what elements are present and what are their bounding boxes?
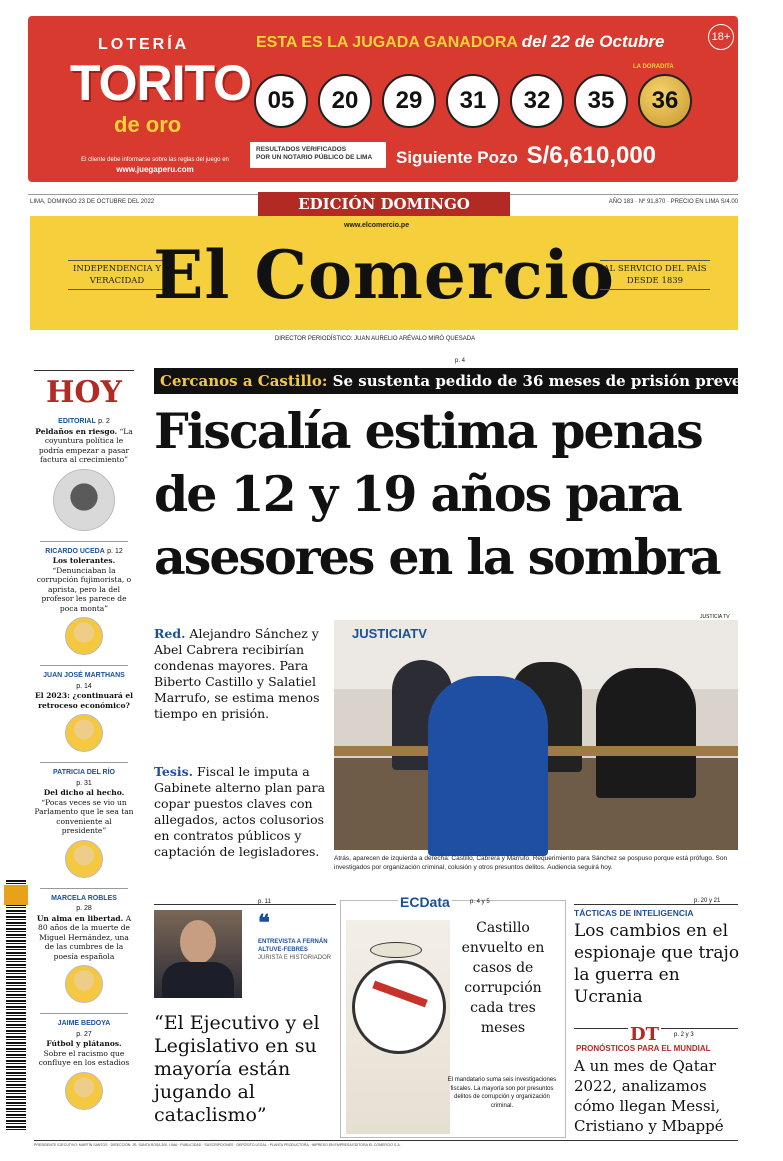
red-label: Red. [154, 626, 186, 641]
r1-kicker: TÁCTICAS DE INTELIGENCIA [574, 908, 694, 918]
hoy-author: EDITORIAL [58, 418, 96, 425]
hoy-text: “Denunciaban la corrupción fujimorista, o aprista, pero la del profesor les parece de poca monta” [36, 565, 132, 613]
barcode [6, 880, 26, 1130]
lottery-ball: 31 [446, 74, 500, 128]
kicker-label: Cercanos a Castillo: [160, 372, 328, 390]
divider [40, 1013, 128, 1014]
lottery-ad[interactable] [28, 16, 738, 182]
interview-quote[interactable]: “El Ejecutivo y el Legislativo en su mayoría están jugando al cataclismo” [154, 1012, 320, 1126]
photo-credit: JUSTICIA TV [700, 614, 730, 620]
hoy-author: MARCELA ROBLES [51, 894, 117, 902]
hoy-item[interactable] [34, 416, 134, 465]
congress-photo [53, 469, 115, 531]
hoy-item[interactable] [34, 670, 134, 710]
kicker-text: Se sustenta pedido de 36 meses de prisión preventiva [332, 372, 783, 390]
hoy-page: p. 31 [76, 779, 92, 787]
lottery-ball: 29 [382, 74, 436, 128]
footer-credits: PRESIDENTE EJECUTIVO: MARTÍN SANTOS · DIRECCIÓN: JR. SANTA ROSA 300, LIMA · PUBLICIDAD · SUSCRIPCIONES · DEPÓSITO LEGAL · PLANTA PRODUCTORA · IMPRESO EN EMPRESA EDITORA EL COMERCIO S.A. [34, 1140, 738, 1148]
columnist-avatar [65, 965, 103, 1003]
director-line: DIRECTOR PERIODÍSTICO: JUAN AURELIO ARÉVALO MIRÓ QUESADA [274, 336, 476, 342]
hoy-title: HOY [46, 375, 122, 410]
lottery-brand-sub: de oro [114, 112, 182, 137]
edition-banner [258, 192, 510, 216]
lottery-ball: 35 [574, 74, 628, 128]
lottery-brand-top: LOTERÍA [98, 36, 190, 53]
hoy-page: p. 27 [76, 1030, 92, 1038]
divider [40, 541, 128, 542]
ecdata-page: p. 4 y 5 [470, 899, 490, 905]
newspaper-title: El Comercio [153, 236, 615, 314]
gold-ball-label: LA DORADITA [633, 64, 674, 70]
hoy-page: p. 2 [98, 418, 110, 425]
r2-headline[interactable]: A un mes de Qatar 2022, analizamos cómo llegan Messi, Cristiano y Mbappé [574, 1057, 724, 1135]
ecdata-note: El mandatario suma seis investigaciones fiscales. La mayoría son por presuntos delitos de corrupción y organización criminal. [447, 1077, 557, 1109]
divider [574, 904, 738, 905]
hoy-item[interactable] [34, 546, 134, 614]
divider [154, 904, 336, 905]
lottery-ball: 20 [318, 74, 372, 128]
hoy-page: p. 28 [76, 905, 92, 912]
motto-right: AL SERVICIO DEL PAÍS DESDE 1839 [600, 260, 710, 290]
r2-kicker: PRONÓSTICOS PARA EL MUNDIAL [576, 1044, 711, 1053]
red-paragraph [154, 626, 324, 722]
lottery-headline-date: del 22 de Octubre [521, 32, 665, 51]
quote-icon: ❝ [258, 910, 270, 936]
hoy-head: Peldaños en riesgo. [35, 426, 118, 436]
r1-headline[interactable]: Los cambios en el espionaje que trajo la guerra en Ucrania [574, 921, 740, 1007]
lottery-ball: 05 [254, 74, 308, 128]
r1-page: p. 20 y 21 [694, 898, 721, 904]
hearing-photo[interactable] [334, 620, 738, 850]
hoy-head: Del dicho al hecho. [43, 788, 125, 797]
lottery-url[interactable]: www.juegaperu.com [116, 165, 194, 174]
magnifier-icon [352, 960, 446, 1054]
hoy-item[interactable] [34, 893, 134, 962]
hoy-item[interactable] [34, 767, 134, 836]
age-badge: 18+ [708, 24, 734, 50]
barcode-tag [4, 885, 28, 905]
ecdata-title: ECData [400, 894, 450, 910]
hoy-head: El 2023: ¿continuará el retroceso económico? [35, 691, 133, 710]
dt-logo: DT [630, 1024, 660, 1045]
tesis-label: Tesis. [154, 764, 193, 779]
interview-sub: JURISTA E HISTORIADOR [258, 955, 332, 961]
hat-icon [370, 942, 422, 958]
photo-tag: JUSTICIATV [352, 626, 427, 641]
lottery-headline [256, 32, 664, 52]
face [180, 920, 216, 964]
red-text: Alejandro Sánchez y Abel Cabrera recibirían condenas mayores. Para Biberto Castillo y Salatiel Marrufo, se estima menos tiempo en prisión. [154, 626, 320, 721]
hoy-text: “Pocas veces se vio un Parlamento que le sea tan conveniente al presidente” [34, 797, 134, 835]
lottery-headline-prefix: ESTA ES LA JUGADA GANADORA [256, 34, 518, 51]
hoy-head: Fútbol y plátanos. [46, 1039, 122, 1048]
columnist-avatar [65, 714, 103, 752]
hoy-author: JAIME BEDOYA [57, 1020, 111, 1027]
hoy-author: PATRICIA DEL RÍO [53, 769, 115, 776]
person-figure [596, 668, 696, 798]
masthead[interactable] [30, 216, 738, 330]
kicker-page: p. 4 [455, 358, 466, 364]
person-figure [428, 676, 548, 856]
columnist-avatar [65, 1072, 103, 1110]
jackpot-label: Siguiente Pozo [396, 148, 518, 167]
issue-date: LIMA, DOMINGO 23 DE OCTUBRE DEL 2022 [30, 199, 155, 205]
verified-line1: RESULTADOS VERIFICADOS [256, 146, 347, 153]
lottery-brand-name: TORITO [70, 55, 252, 111]
next-jackpot [396, 142, 656, 170]
interview-label [258, 938, 338, 962]
tesis-paragraph [154, 764, 326, 860]
hoy-item[interactable] [34, 1018, 134, 1068]
hoy-head: Un alma en libertad. [36, 913, 124, 923]
interview-label-text: ENTREVISTA A FERNÁN ALTUVE-FEBRES [258, 939, 328, 953]
hoy-author: JUAN JOSÉ MARTHANS [43, 672, 125, 679]
divider [40, 665, 128, 666]
jackpot-amount: S/6,610,000 [526, 142, 657, 169]
divider [40, 888, 128, 889]
hoy-text: A 80 años de la muerte de Miguel Hernández, una de las cumbres de la poesía española [38, 913, 132, 961]
photo-caption: Atrás, aparecen de izquierda a derecha: Castillo, Cabrera y Marrufo. Requerimiento para Sánchez se pospuso porque está prófugo. Son investigados por organización criminal, colusión y otros presuntos delitos. Audiencia seguirá hoy. [334, 855, 728, 871]
hoy-column [34, 370, 134, 1120]
verified-line2: POR UN NOTARIO PÚBLICO DE LIMA [256, 154, 373, 161]
lottery-info-text: El cliente debe informarse sobre las reglas del juego en [81, 157, 229, 163]
hoy-page: p. 12 [107, 547, 123, 555]
hoy-author: RICARDO UCEDA [45, 547, 105, 555]
ecdata-illustration [346, 920, 450, 1134]
tesis-text: Fiscal le imputa a Gabinete alterno plan para copar puestos claves con allegados, actos colusorios en contratos públicos y captación de legisladores. [154, 764, 326, 859]
columnist-avatar [65, 617, 103, 655]
hoy-text: Sobre el racismo que confluye en los estadios [38, 1048, 130, 1067]
motto-left: INDEPENDENCIA Y VERACIDAD [68, 260, 166, 290]
verified-badge [250, 142, 386, 168]
ecdata-headline: Castillo envuelto en casos de corrupción cada tres meses [461, 920, 545, 1036]
suit [162, 962, 234, 998]
lottery-ball-gold: 36 [638, 74, 692, 128]
r2-page: p. 2 y 3 [674, 1032, 694, 1038]
hoy-text: “La coyuntura política le podría empezar a pasar factura al crecimiento” [38, 426, 133, 464]
lottery-numbers [254, 74, 692, 128]
hoy-page: p. 14 [76, 682, 92, 690]
masthead-url[interactable]: www.elcomercio.pe [344, 222, 410, 229]
interview-photo[interactable] [154, 910, 242, 998]
kicker-bar[interactable] [154, 368, 783, 394]
columnist-avatar [65, 840, 103, 878]
edition-label: EDICIÓN DOMINGO [298, 195, 470, 213]
divider [40, 762, 128, 763]
lottery-info [70, 156, 240, 176]
main-headline[interactable]: Fiscalía estima penas de 12 y 19 años para asesores en la sombra [154, 402, 720, 586]
interview-page: p. 11 [258, 899, 271, 905]
hoy-head: Los tolerantes. [52, 556, 116, 565]
lottery-ball: 32 [510, 74, 564, 128]
issue-info: AÑO 183 · Nº 91,870 · PRECIO EN LIMA S/4.00 [608, 199, 738, 205]
